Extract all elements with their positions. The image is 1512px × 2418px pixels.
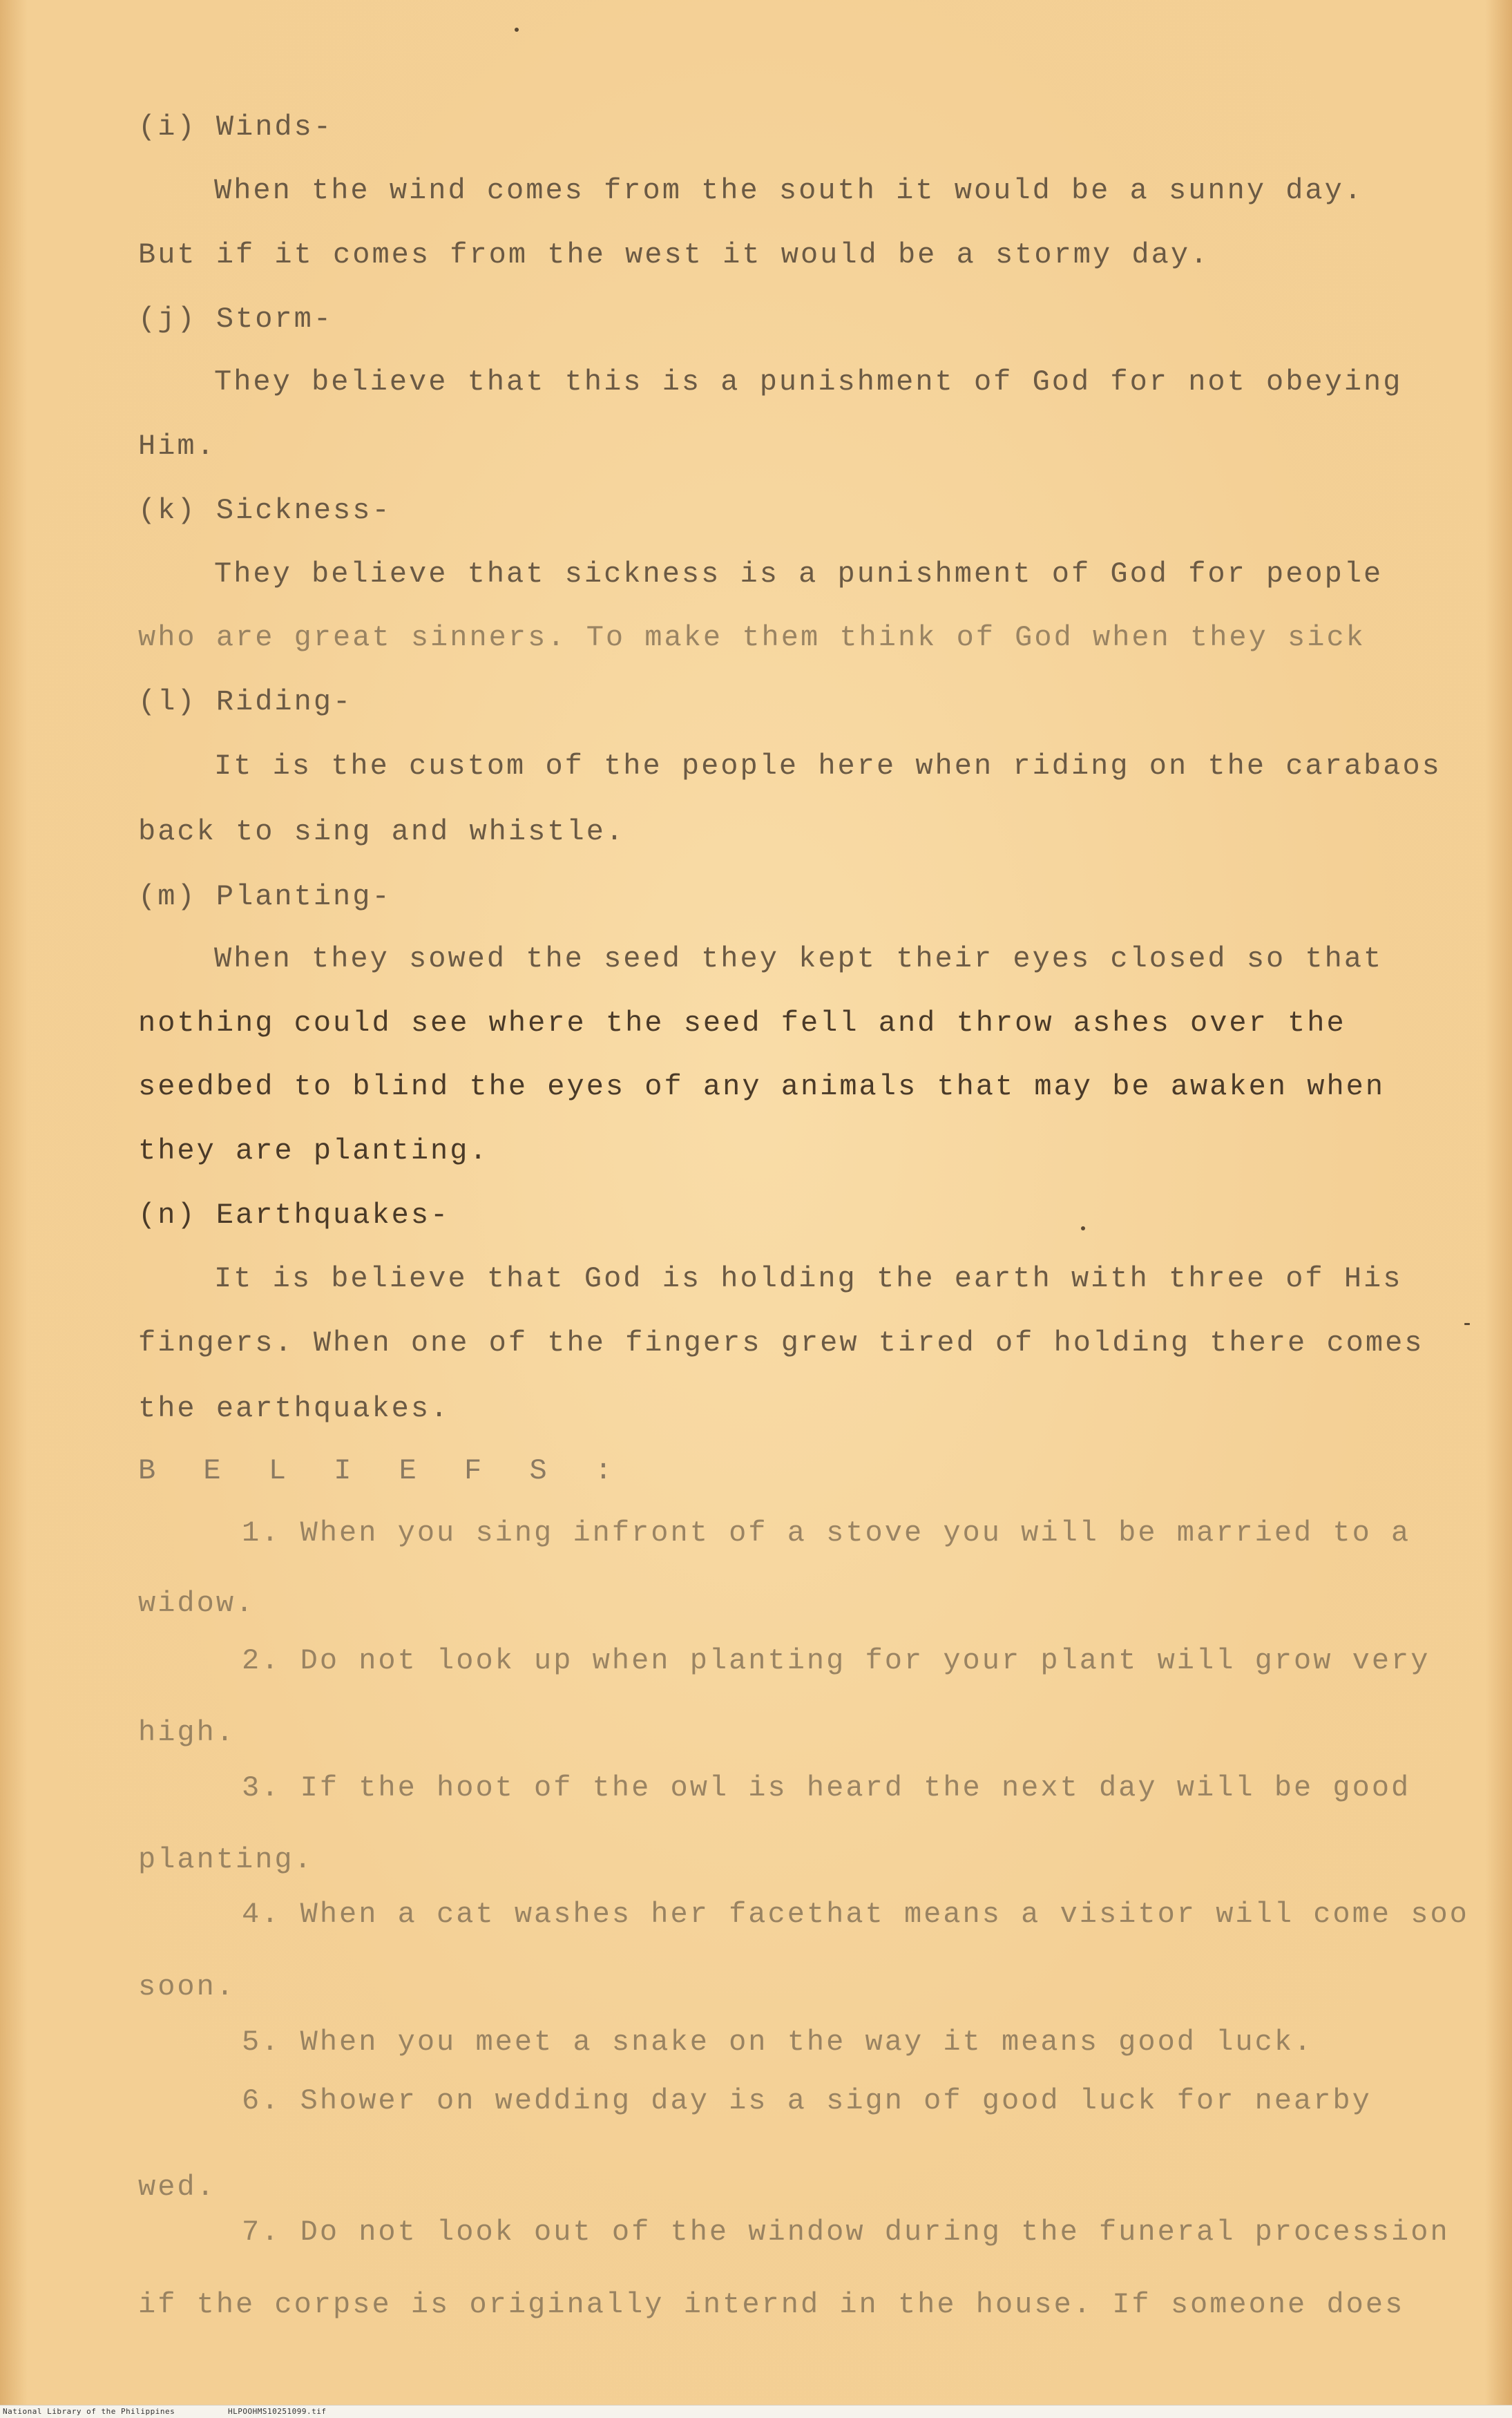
belief-item: 7. Do not look out of the window during the funeral procession <box>242 2216 1450 2249</box>
heading-earthquakes: (n) Earthquakes- <box>138 1199 450 1232</box>
text-line: high. <box>138 1716 236 1749</box>
text-line: They believe that sickness is a punishment of God for people <box>214 558 1384 591</box>
text-line: who are great sinners. To make them think of God when they sick <box>138 621 1366 654</box>
text-line: fingers. When one of the fingers grew tired of holding there comes <box>138 1326 1424 1360</box>
beliefs-heading: B E L I E F S : <box>138 1454 628 1487</box>
text-line: wed. <box>138 2171 216 2204</box>
ink-speck <box>515 28 519 32</box>
belief-item: 3. If the hoot of the owl is heard the next day will be good <box>242 1771 1411 1805</box>
text-line: It is the custom of the people here when riding on the carabaos <box>214 750 1442 783</box>
text-line: back to sing and whistle. <box>138 815 626 848</box>
footer-file-id: HLPOOHMS10251099.tif <box>228 2407 327 2416</box>
text-line: nothing could see where the seed fell and throw ashes over the <box>138 1007 1346 1040</box>
belief-item: 5. When you meet a snake on the way it means good luck. <box>242 2026 1314 2059</box>
text-line: planting. <box>138 1843 314 1876</box>
scan-footer <box>0 2405 1512 2418</box>
heading-storm: (j) Storm- <box>138 303 334 336</box>
text-line: When they sowed the seed they kept their eyes closed so that <box>214 942 1384 975</box>
ink-speck <box>1464 1323 1470 1325</box>
text-line: seedbed to blind the eyes of any animals that may be awaken when <box>138 1070 1386 1103</box>
belief-item: 4. When a cat washes her facethat means a visitor will come soo <box>242 1898 1469 1931</box>
text-line: soon. <box>138 1970 236 2003</box>
heading-winds: (i) Winds- <box>138 111 334 144</box>
belief-item: 2. Do not look up when planting for your plant will grow very <box>242 1644 1430 1677</box>
text-line: But if it comes from the west it would be a stormy day. <box>138 238 1210 272</box>
text-line: It is believe that God is holding the earth with three of His <box>214 1262 1403 1295</box>
heading-planting: (m) Planting- <box>138 880 392 913</box>
footer-library: National Library of the Philippines <box>3 2407 175 2416</box>
text-line: widow. <box>138 1587 256 1620</box>
text-line: the earthquakes. <box>138 1392 450 1425</box>
text-line: When the wind comes from the south it would be a sunny day. <box>214 174 1364 207</box>
text-line: They believe that this is a punishment of God for not obeying <box>214 365 1403 399</box>
belief-item: 6. Shower on wedding day is a sign of good luck for nearby <box>242 2084 1372 2117</box>
ink-speck <box>1081 1226 1085 1230</box>
heading-sickness: (k) Sickness- <box>138 494 392 527</box>
heading-riding: (l) Riding- <box>138 685 353 718</box>
text-line: Him. <box>138 430 216 463</box>
text-line: if the corpse is originally internd in the house. If someone does <box>138 2288 1405 2321</box>
belief-item: 1. When you sing infront of a stove you will be married to a <box>242 1516 1411 1550</box>
text-line: they are planting. <box>138 1134 489 1168</box>
